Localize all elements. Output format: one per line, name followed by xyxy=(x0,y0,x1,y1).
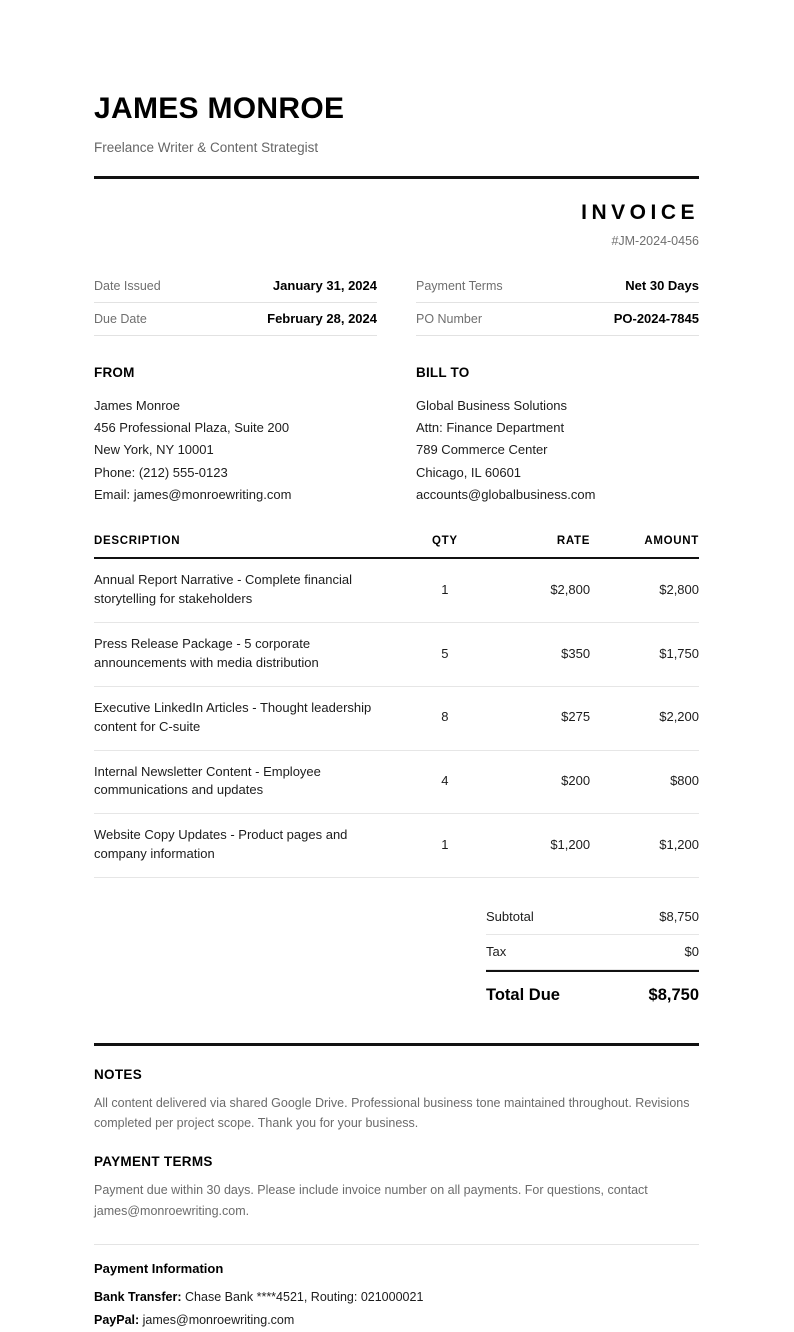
item-rate: $2,800 xyxy=(481,558,590,622)
bank-transfer-label: Bank Transfer: xyxy=(94,1289,182,1304)
item-amount: $1,750 xyxy=(590,623,699,687)
po-number-value: PO-2024-7845 xyxy=(613,310,699,326)
tax-row xyxy=(486,935,699,970)
business-tagline: Freelance Writer & Content Strategist xyxy=(94,140,319,155)
subtotal-row xyxy=(486,900,699,935)
bill-to-block xyxy=(416,365,699,507)
from-line: James Monroe xyxy=(94,397,180,413)
bank-transfer-value: Chase Bank ****4521, Routing: 021000021 xyxy=(185,1289,424,1304)
item-qty: 1 xyxy=(409,814,482,878)
item-qty: 8 xyxy=(409,686,482,750)
item-amount: $1,200 xyxy=(590,814,699,878)
totals-section xyxy=(94,900,699,1005)
bill-to-title: BILL TO xyxy=(416,364,470,380)
meta-row-due-date xyxy=(94,303,377,336)
payment-terms-value: Net 30 Days xyxy=(625,277,699,293)
payment-information-section xyxy=(94,1261,699,1332)
table-row xyxy=(94,750,699,814)
invoice-meta-grid xyxy=(94,270,699,336)
line-items-table xyxy=(94,535,699,877)
due-date-label: Due Date xyxy=(94,311,147,326)
due-date-value: February 28, 2024 xyxy=(267,310,377,326)
item-amount: $800 xyxy=(590,750,699,814)
meta-row-payment-terms xyxy=(416,270,699,303)
payment-terms-section xyxy=(94,1154,699,1221)
subtotal-label: Subtotal xyxy=(486,908,534,924)
bill-to-line: Chicago, IL 60601 xyxy=(416,464,522,480)
item-description: Press Release Package - 5 corporate announcements with media distribution xyxy=(94,623,409,687)
item-rate: $1,200 xyxy=(481,814,590,878)
date-issued-value: January 31, 2024 xyxy=(272,277,377,293)
total-due-value: $8,750 xyxy=(648,985,699,1004)
tax-value: $0 xyxy=(684,943,699,959)
item-rate: $200 xyxy=(481,750,590,814)
bill-to-line: 789 Commerce Center xyxy=(416,442,548,458)
payment-info-divider xyxy=(94,1244,699,1245)
item-qty: 5 xyxy=(409,623,482,687)
item-amount: $2,200 xyxy=(590,686,699,750)
business-name: JAMES MONROE xyxy=(94,92,345,125)
item-rate: $275 xyxy=(481,686,590,750)
total-due-label: Total Due xyxy=(486,985,560,1004)
column-header-qty: QTY xyxy=(409,535,482,558)
from-line: Phone: (212) 555-0123 xyxy=(94,464,228,480)
from-title: FROM xyxy=(94,364,135,380)
item-amount: $2,800 xyxy=(590,558,699,622)
paypal-value: james@monroewriting.com xyxy=(142,1313,295,1328)
bill-to-line: Attn: Finance Department xyxy=(416,420,565,436)
item-rate: $350 xyxy=(481,623,590,687)
bill-to-line: accounts@globalbusiness.com xyxy=(416,487,596,503)
subtotal-value: $8,750 xyxy=(659,908,699,924)
payment-terms-label: Payment Terms xyxy=(416,278,503,293)
tax-label: Tax xyxy=(486,943,507,959)
paypal-label: PayPal: xyxy=(94,1313,140,1328)
notes-section xyxy=(94,1067,699,1134)
item-description: Executive LinkedIn Articles - Thought leadership content for C-suite xyxy=(94,686,409,750)
notes-title: NOTES xyxy=(94,1066,143,1082)
column-header-amount: AMOUNT xyxy=(590,535,699,558)
column-header-rate: RATE xyxy=(481,535,590,558)
bank-transfer-line xyxy=(94,1286,699,1309)
total-due-row xyxy=(486,970,699,1005)
from-line: New York, NY 10001 xyxy=(94,442,214,458)
table-row xyxy=(94,686,699,750)
header-divider xyxy=(94,176,699,179)
item-description: Annual Report Narrative - Complete financial storytelling for stakeholders xyxy=(94,558,409,622)
bill-to-line: Global Business Solutions xyxy=(416,397,568,413)
payment-terms-title: PAYMENT TERMS xyxy=(94,1154,213,1170)
po-number-label: PO Number xyxy=(416,311,482,326)
item-description: Website Copy Updates - Product pages and company information xyxy=(94,814,409,878)
notes-body: All content delivered via shared Google Drive. Professional business tone maintained throughout. Revisions completed per project scope. Thank you for your business. xyxy=(94,1095,690,1131)
invoice-header xyxy=(94,92,699,179)
column-header-description: DESCRIPTION xyxy=(94,535,409,558)
payment-information-title: Payment Information xyxy=(94,1260,224,1276)
table-row xyxy=(94,814,699,878)
meta-row-po-number xyxy=(416,303,699,336)
from-line: Email: james@monroewriting.com xyxy=(94,487,292,503)
payment-terms-body: Payment due within 30 days. Please include invoice number on all payments. For questions, contact james@monroewriting.com. xyxy=(94,1183,648,1218)
from-block xyxy=(94,365,377,507)
item-qty: 1 xyxy=(409,558,482,622)
meta-row-date-issued xyxy=(94,270,377,303)
table-header-row xyxy=(94,535,699,558)
from-line: 456 Professional Plaza, Suite 200 xyxy=(94,420,290,436)
table-row xyxy=(94,623,699,687)
invoice-title-block xyxy=(94,201,699,248)
paypal-line xyxy=(94,1309,699,1332)
parties-section xyxy=(94,365,699,507)
invoice-number: #JM-2024-0456 xyxy=(611,233,699,248)
invoice-title: INVOICE xyxy=(581,200,699,224)
footer-divider xyxy=(94,1043,699,1046)
item-description: Internal Newsletter Content - Employee communications and updates xyxy=(94,750,409,814)
item-qty: 4 xyxy=(409,750,482,814)
table-row xyxy=(94,558,699,622)
date-issued-label: Date Issued xyxy=(94,278,161,293)
